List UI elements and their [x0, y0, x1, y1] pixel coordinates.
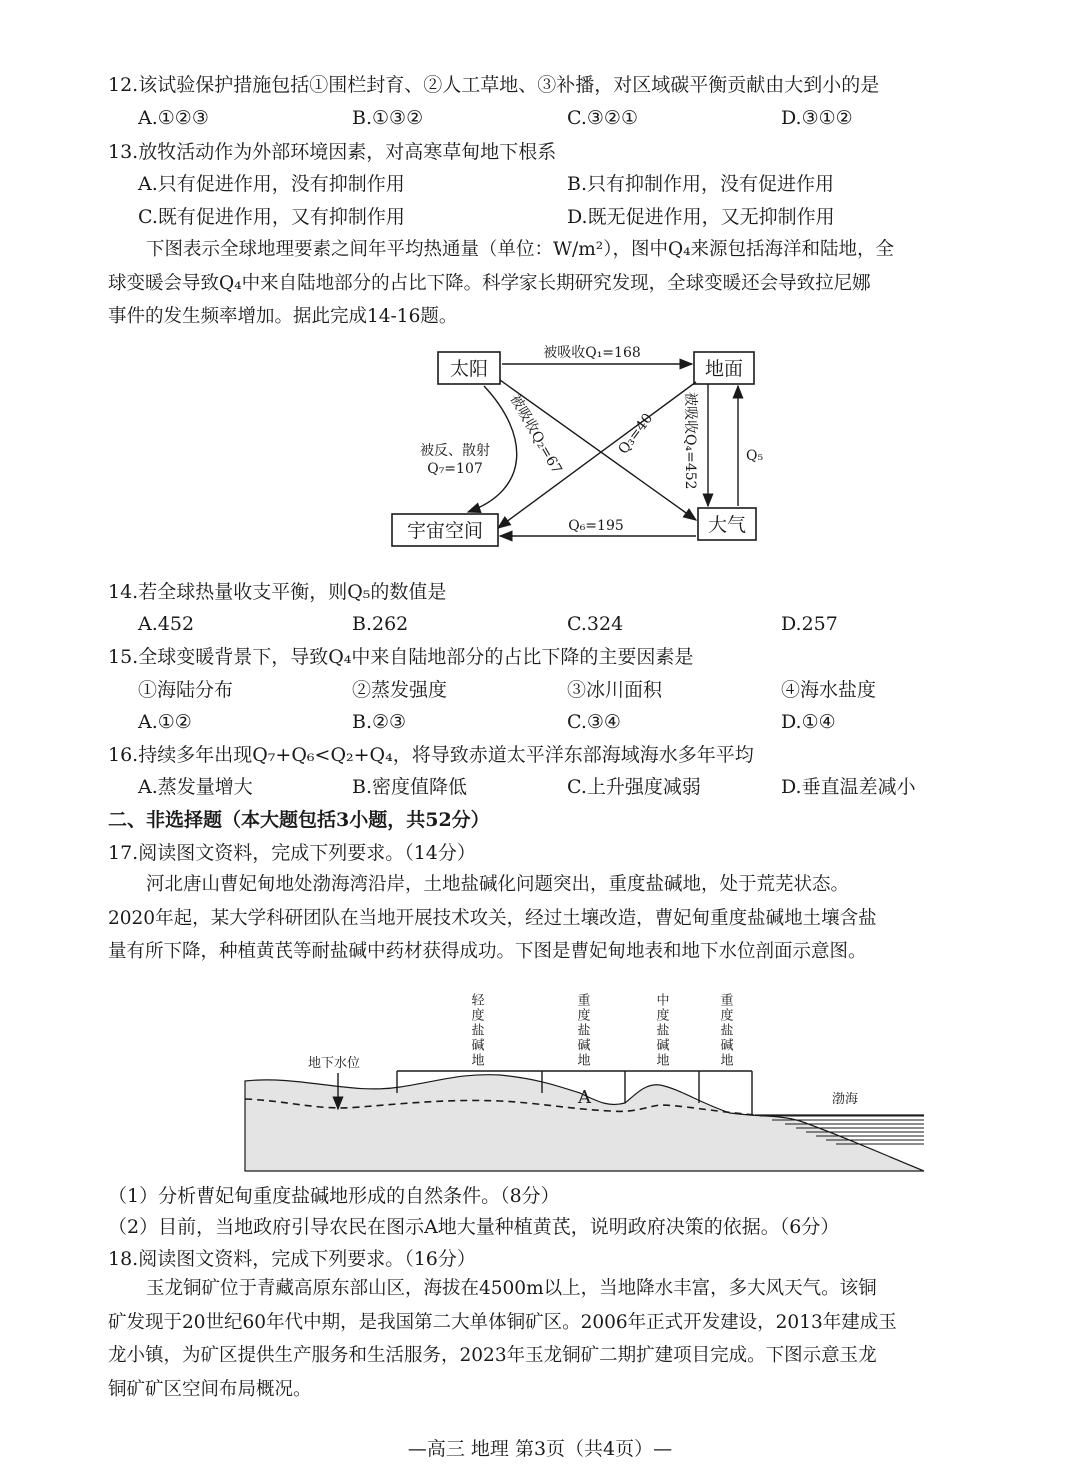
q17-sub-1: （1）分析曹妃甸重度盐碱地形成的自然条件。（8分）	[108, 1185, 560, 1207]
q17-line-3: 量有所下降，种植黄芪等耐盐碱中药材获得成功。下图是曹妃甸地表和地下水位剖面示意图。	[108, 941, 867, 962]
q15-item-2: ②蒸发强度	[352, 679, 448, 701]
q1-label: 被吸收Q₁=168	[543, 345, 641, 361]
q12-option-c[interactable]: C.③②①	[567, 107, 638, 129]
intro-line-1: 下图表示全球地理要素之间年平均热通量（单位：W/m²），图中Q₄来源包括海洋和陆地，全	[146, 239, 895, 260]
atmosphere-label: 大气	[707, 514, 747, 536]
q12-option-a[interactable]: A.①②③	[138, 107, 209, 129]
q18-line-2: 矿发现于20世纪60年代中期，是我国第二大单体铜矿区。2006年正式开发建设，2013年建成玉	[108, 1311, 897, 1333]
label-heavy-saline-1: 重度盐碱地	[574, 993, 590, 1068]
q2-arrow	[500, 380, 696, 520]
q17-paragraph	[108, 868, 1008, 969]
sun-label: 太阳	[449, 358, 489, 380]
q15-option-d[interactable]: D.①④	[781, 711, 836, 733]
q16-option-b[interactable]: B.密度值降低	[352, 776, 468, 798]
groundwater-label: 地下水位	[308, 1056, 361, 1071]
q7-label-line1: 被反、散射	[420, 443, 490, 459]
q15-stem: 15.全球变暖背景下，导致Q₄中来自陆地部分的占比下降的主要因素是	[108, 646, 694, 668]
point-a-label: A	[578, 1087, 591, 1108]
q2-label: 被吸收Q₂=67	[506, 392, 565, 477]
q13-option-b[interactable]: B.只有抑制作用，没有促进作用	[567, 173, 835, 195]
page-footer: —高三 地理 第3页（共4页）—	[407, 1438, 673, 1460]
q15-item-1: ①海陆分布	[138, 679, 234, 701]
q18-line-1: 玉龙铜矿位于青藏高原东部山区，海拔在4500m以上，当地降水丰富，多大风天气。该铜	[146, 1278, 877, 1299]
q15-option-a[interactable]: A.①②	[138, 711, 192, 733]
cross-section-diagram	[240, 975, 930, 1175]
q14-option-b[interactable]: B.262	[352, 613, 409, 635]
q16-option-a[interactable]: A.蒸发量增大	[138, 776, 253, 798]
q14-option-c[interactable]: C.324	[567, 613, 624, 635]
sea-label: 渤海	[832, 1092, 859, 1107]
q18-line-3: 龙小镇，为矿区提供生产服务和生活服务，2023年玉龙铜矿二期扩建项目完成。下图示意玉龙	[108, 1345, 877, 1366]
heat-flux-diagram	[380, 340, 780, 555]
q16-option-c[interactable]: C.上升强度减弱	[567, 776, 701, 798]
q18-line-4: 铜矿矿区空间布局概况。	[108, 1378, 312, 1400]
intro-line-2: 球变暖会导致Q₄中来自陆地部分的占比下降。科学家长期研究发现，全球变暖还会导致拉尼娜	[108, 272, 871, 294]
q17-sub-2: （2）目前，当地政府引导农民在图示A地大量种植黄芪，说明政府决策的依据。（6分）	[108, 1216, 840, 1238]
space-label: 宇宙空间	[406, 520, 484, 542]
q16-stem: 16.持续多年出现Q₇+Q₆<Q₂+Q₄，将导致赤道太平洋东部海域海水多年平均	[108, 744, 754, 766]
q3-label: Q₃=40	[615, 410, 657, 458]
q13-option-c[interactable]: C.既有促进作用，又有抑制作用	[138, 206, 405, 228]
q15-item-4: ④海水盐度	[781, 679, 877, 701]
section-2-heading: 二、非选择题（本大题包括3小题，共52分）	[108, 809, 490, 831]
q14-option-d[interactable]: D.257	[781, 613, 838, 635]
q18-title: 18.阅读图文资料，完成下列要求。（16分）	[108, 1248, 476, 1270]
q6-label: Q₆=195	[568, 518, 624, 534]
label-medium-saline: 中度盐碱地	[653, 993, 669, 1068]
q13-stem: 13.放牧活动作为外部环境因素，对高寒草甸地下根系	[108, 141, 557, 163]
q17-title: 17.阅读图文资料，完成下列要求。（14分）	[108, 842, 476, 864]
q18-paragraph	[108, 1272, 1008, 1406]
q12-option-b[interactable]: B.①③②	[352, 107, 424, 129]
q14-stem: 14.若全球热量收支平衡，则Q₅的数值是	[108, 581, 447, 603]
label-light-saline: 轻度盐碱地	[468, 993, 484, 1068]
q14-option-a[interactable]: A.452	[138, 613, 195, 635]
q5-label: Q₅	[746, 448, 764, 464]
q4-label: 被吸收Q₄=452	[682, 392, 698, 490]
q17-line-2: 2020年起，某大学科研团队在当地开展技术攻关，经过土壤改造，曹妃甸重度盐碱地土壤含盐	[108, 907, 877, 929]
q15-option-b[interactable]: B.②③	[352, 711, 407, 733]
q13-option-d[interactable]: D.既无促进作用，又无抑制作用	[567, 206, 835, 228]
q17-line-1: 河北唐山曹妃甸地处渤海湾沿岸，土地盐碱化问题突出，重度盐碱地，处于荒芜状态。	[146, 874, 850, 895]
q12-stem: 12.该试验保护措施包括①围栏封育、②人工草地、③补播，对区域碳平衡贡献由大到小的是	[108, 74, 880, 96]
q7-label-line2: Q₇=107	[427, 461, 483, 477]
intro-line-3: 事件的发生频率增加。据此完成14-16题。	[108, 306, 458, 327]
q15-item-3: ③冰川面积	[567, 679, 663, 701]
q12-option-d[interactable]: D.③①②	[781, 107, 853, 129]
ground-label: 地面	[704, 358, 744, 380]
q15-option-c[interactable]: C.③④	[567, 711, 621, 733]
q13-option-a[interactable]: A.只有促进作用，没有抑制作用	[138, 173, 405, 195]
intro-14-16	[108, 233, 1008, 334]
q16-option-d[interactable]: D.垂直温差减小	[781, 776, 916, 798]
label-heavy-saline-2: 重度盐碱地	[717, 993, 733, 1068]
